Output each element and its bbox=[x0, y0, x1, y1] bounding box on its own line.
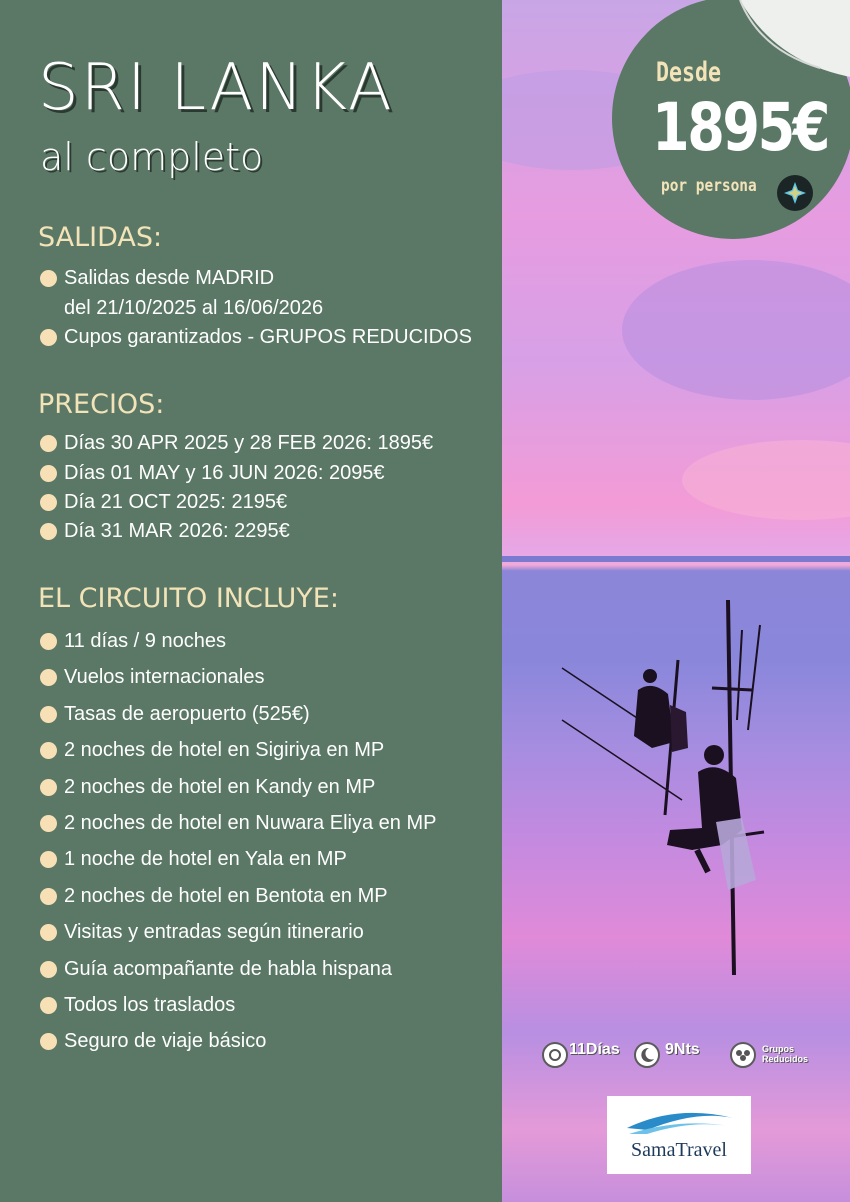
list-item: Visitas y entradas según itinerario bbox=[40, 920, 364, 944]
price-from-label: Desde bbox=[656, 57, 722, 88]
groups-label: Grupos Reducidos bbox=[762, 1044, 809, 1064]
list-item-continuation: del 21/10/2025 al 16/06/2026 bbox=[64, 297, 324, 319]
page-title: SRI LANKA bbox=[38, 51, 394, 125]
bullet-icon bbox=[40, 924, 57, 941]
list-item: 11 días / 9 noches bbox=[40, 629, 226, 653]
list-item: 2 noches de hotel en Nuwara Eliya en MP bbox=[40, 811, 436, 835]
bullet-icon bbox=[40, 465, 57, 482]
bullet-icon bbox=[40, 742, 57, 759]
precios-heading: PRECIOS: bbox=[38, 389, 165, 420]
list-item: 2 noches de hotel en Kandy en MP bbox=[40, 775, 375, 799]
bullet-icon bbox=[40, 494, 57, 511]
list-item: 2 noches de hotel en Bentota en MP bbox=[40, 884, 388, 908]
incluye-heading: EL CIRCUITO INCLUYE: bbox=[38, 583, 339, 614]
svg-text:SamaTravel: SamaTravel bbox=[631, 1139, 727, 1161]
bullet-icon bbox=[40, 779, 57, 796]
moon-icon bbox=[634, 1042, 660, 1068]
bullet-icon bbox=[40, 1033, 57, 1050]
list-item: 2 noches de hotel en Sigiriya en MP bbox=[40, 738, 384, 762]
bullet-icon bbox=[40, 523, 57, 540]
salidas-heading: SALIDAS: bbox=[38, 222, 163, 253]
bullet-icon bbox=[40, 851, 57, 868]
list-item: Cupos garantizados - GRUPOS REDUCIDOS bbox=[40, 325, 472, 349]
list-item: Salidas desde MADRID bbox=[40, 266, 274, 290]
days-label: 11Días bbox=[569, 1041, 620, 1058]
brand-star-icon bbox=[777, 175, 813, 211]
group-icon bbox=[730, 1042, 756, 1068]
list-item: Seguro de viaje básico bbox=[40, 1029, 266, 1053]
list-item: Días 01 MAY y 16 JUN 2026: 2095€ bbox=[40, 461, 385, 485]
price-per-person-label: por persona bbox=[661, 176, 757, 196]
page-subtitle: al completo bbox=[40, 135, 264, 179]
price-value: 1895€ bbox=[652, 89, 828, 166]
bullet-icon bbox=[40, 270, 57, 287]
bullet-icon bbox=[40, 669, 57, 686]
list-item: Día 31 MAR 2026: 2295€ bbox=[40, 519, 290, 543]
list-item: Días 30 APR 2025 y 28 FEB 2026: 1895€ bbox=[40, 431, 433, 455]
bullet-icon bbox=[40, 815, 57, 832]
sun-icon bbox=[542, 1042, 568, 1068]
page-curl bbox=[720, 0, 850, 88]
list-item: Vuelos internacionales bbox=[40, 665, 265, 689]
bullet-icon bbox=[40, 961, 57, 978]
list-item: Todos los traslados bbox=[40, 993, 235, 1017]
bullet-icon bbox=[40, 633, 57, 650]
list-item: Guía acompañante de habla hispana bbox=[40, 957, 392, 981]
brand-logo bbox=[607, 1096, 751, 1174]
list-item: Día 21 OCT 2025: 2195€ bbox=[40, 490, 287, 514]
bullet-icon bbox=[40, 997, 57, 1014]
bullet-icon bbox=[40, 706, 57, 723]
nights-label: 9Nts bbox=[665, 1041, 700, 1058]
bullet-icon bbox=[40, 435, 57, 452]
bullet-icon bbox=[40, 329, 57, 346]
list-item: 1 noche de hotel en Yala en MP bbox=[40, 847, 347, 871]
list-item: Tasas de aeropuerto (525€) bbox=[40, 702, 310, 726]
bullet-icon bbox=[40, 888, 57, 905]
